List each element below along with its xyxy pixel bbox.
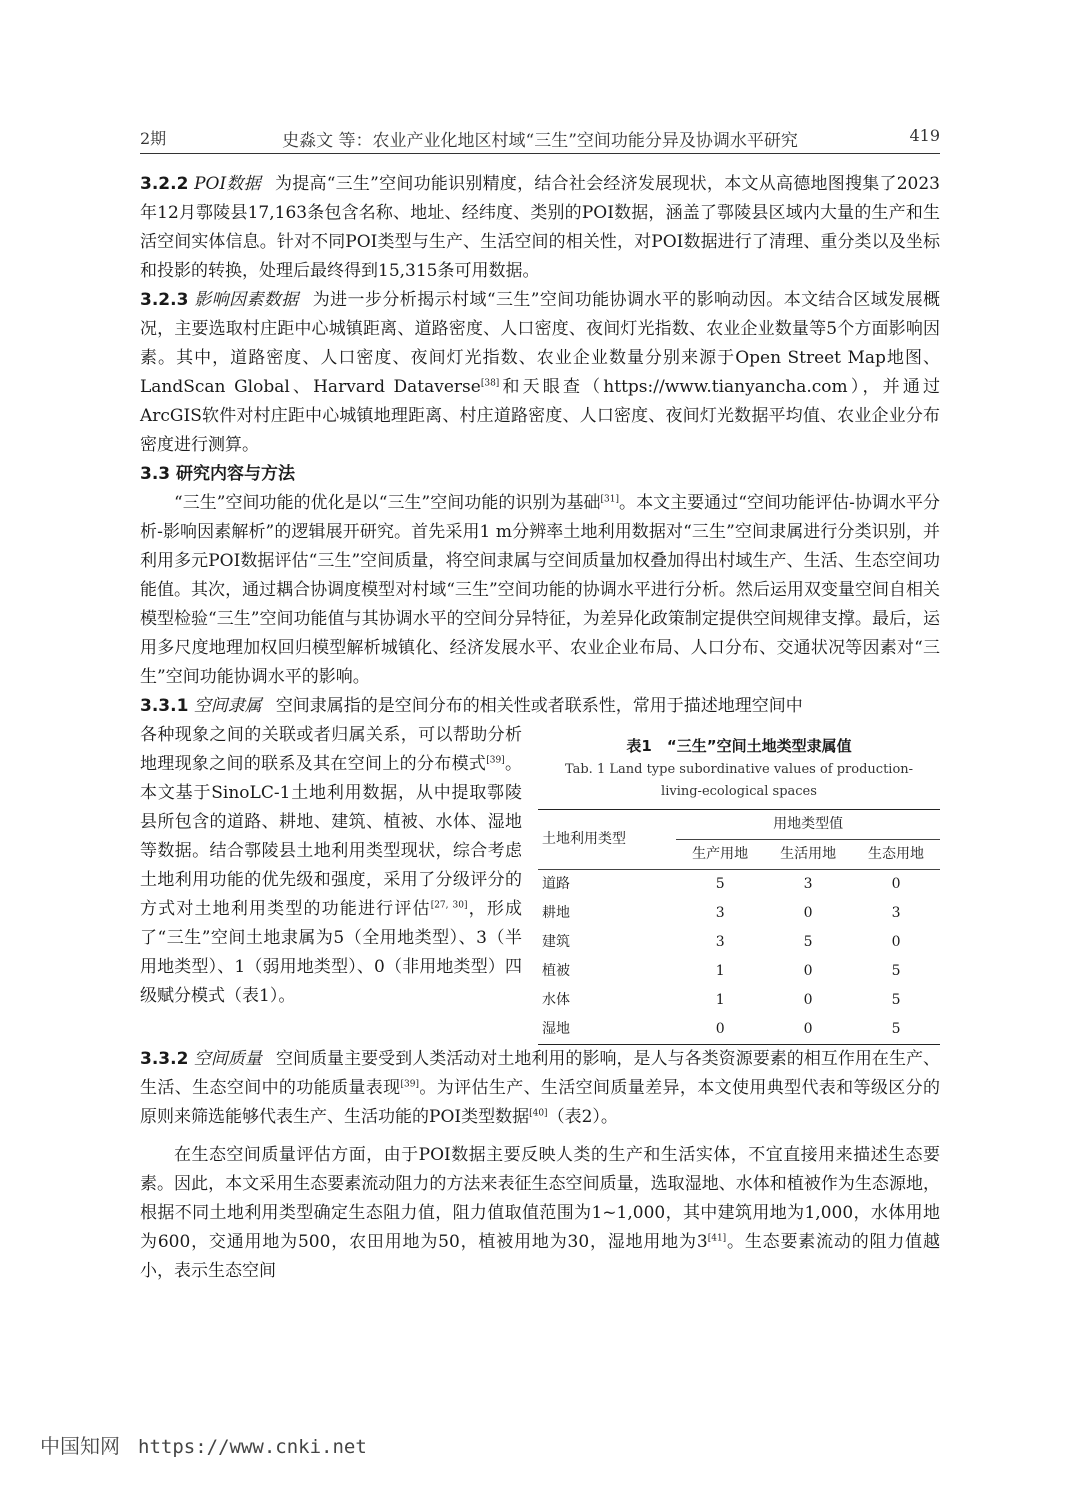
- paragraph-text: ，形成了“三生”空间土地隶属为5（全用地类型）、3（半用地类型）、1（弱用地类型）、0（非用地类型）四级赋分模式（表1）。: [140, 899, 523, 1006]
- section-3-2-3: [140, 286, 940, 460]
- paragraph-text: 空间隶属指的是空间分布的相关性或者联系性，常用于描述地理空间中: [275, 696, 803, 716]
- paragraph-text: 为提高“三生”空间功能识别精度，结合社会经济发展现状，本文从高德地图搜集了2023年12月鄠陵县17,163条包含名称、地址、经纬度、类别的POI数据，涵盖了鄠陵县区域内大量的生产和生活空间实体信息。针对不同POI类型与生产、生活空间的相关性，对POI数据进行了清理、重分类以及坐标和投影的转换，处理后最终得到15,315条可用数据。: [140, 174, 941, 281]
- header-rule: [140, 153, 940, 154]
- running-header: [140, 122, 940, 150]
- citation: [27, 30]: [430, 900, 468, 911]
- table-cell: 0: [803, 992, 813, 1008]
- running-title: 史淼文 等：农业产业化地区村域“三生”空间功能分异及协调水平研究: [282, 131, 798, 151]
- section-3-3-1-with-table: [140, 721, 940, 1045]
- paragraph-text: 空间质量主要受到人类活动对土地利用的影响，是人与各类资源要素的相互作用在生产、生活、生态空间中的功能质量表现: [140, 1049, 941, 1098]
- citation: [40]: [529, 1108, 548, 1119]
- citation: [39]: [486, 755, 505, 766]
- table-cell: 5: [891, 963, 901, 979]
- table-title-cn: 表1 “三生”空间土地类型隶属值: [626, 737, 852, 755]
- paragraph-text: （表2）。: [547, 1107, 618, 1127]
- table-cell: 3: [891, 905, 901, 921]
- paragraph-text: 。本文主要通过“空间功能评估-协调水平分析-影响因素解析”的逻辑展开研究。首先采用1 m分辨率土地利用数据对“三生”空间隶属进行分类识别，并利用多元POI数据评估“三生”空间质量，将空间隶属与空间质量加权叠加得出村域生产、生活、生态空间功能值。其次，通过耦合协调度模型对村域“三生”空间功能的协调水平进行分析。然后运用双变量空间自相关模型检验“三生”空间功能值与其协调水平的空间分异特征，为差异化政策制定提供空间规律支撑。最后，运用多尺度地理加权回归模型解析城镇化、经济发展水平、农业企业布局、人口分布、交通状况等因素对“三生”空间功能协调水平的影响。: [140, 493, 941, 687]
- table-cell: 0: [803, 963, 813, 979]
- table-cell: 0: [891, 934, 901, 950]
- section-heading-3-3: 3.3 研究内容与方法: [140, 464, 296, 484]
- section-3-3-2: [140, 1045, 940, 1132]
- paragraph-text: 。本文基于SinoLC-1土地利用数据，从中提取鄠陵县所包含的道路、耕地、建筑、植被、水体、湿地等数据。结合鄠陵县土地利用类型现状，综合考虑土地利用功能的优先级和强度，采用了分级评分的方式对土地利用类型的功能进行评估: [140, 754, 523, 919]
- table-row: [538, 986, 940, 1015]
- table-row-header: 土地利用类型: [538, 810, 676, 870]
- table-group-header: 用地类型值: [676, 810, 940, 840]
- issue-number: 2期: [140, 129, 167, 148]
- table-cell-name: 水体: [542, 992, 570, 1008]
- table-cell: 5: [803, 934, 813, 950]
- table-row: [538, 1015, 940, 1045]
- table-cell: 5: [852, 1015, 940, 1045]
- table-cell: 3: [715, 934, 725, 950]
- table-cell-name: 道路: [542, 876, 570, 892]
- table-cell: 3: [803, 876, 813, 892]
- cnki-brand: 中国知网: [40, 1434, 120, 1458]
- section-title: 空间质量: [193, 1049, 262, 1069]
- table-column-header: 生产用地: [676, 840, 764, 870]
- table-title-en-line-1: Tab. 1 Land type subordinative values of production-: [564, 762, 914, 777]
- citation: [31]: [600, 494, 620, 505]
- table-cell: 0: [764, 1015, 852, 1045]
- paragraph-text: “三生”空间功能的优化是以“三生”空间功能的识别为基础: [174, 493, 601, 513]
- table-row: [538, 928, 940, 957]
- section-3-3-1-body: [140, 721, 522, 1011]
- table-cell: 0: [803, 905, 813, 921]
- watermark-footer: [40, 1430, 367, 1459]
- paragraph-gap: [140, 1132, 940, 1141]
- table-cell: 1: [715, 963, 725, 979]
- table-cell: 5: [891, 992, 901, 1008]
- paragraph-text: 和天眼查（https://www.tianyancha.com），并通过ArcGIS软件对村庄距中心城镇地理距离、村庄道路密度、人口密度、夜间灯光数据平均值、农业企业分布密度进行测算。: [140, 377, 940, 455]
- paragraph-text: 在生态空间质量评估方面，由于POI数据主要反映人类的生产和生活实体，不宜直接用来描述生态要素。因此，本文采用生态要素流动阻力的方法来表征生态空间质量，选取湿地、水体和植被作为生态源地，根据不同土地利用类型确定生态阻力值，阻力值取值范围为1~1,000，其中建筑用地为1,000，水体用地为600，交通用地为500，农田用地为50，植被用地为30，湿地用地为3: [140, 1145, 940, 1252]
- cnki-url[interactable]: https://www.cnki.net: [138, 1436, 367, 1458]
- section-number: 3.3.1: [140, 696, 189, 716]
- section-3-2-2: [140, 170, 940, 286]
- citation: [41]: [707, 1233, 727, 1244]
- table-cell: 0: [676, 1015, 764, 1045]
- section-title: 影响因素数据: [194, 290, 299, 310]
- table-cell-name: 湿地: [538, 1015, 676, 1045]
- section-3-3-paragraph: [140, 489, 940, 692]
- table-column-header: 生态用地: [852, 840, 940, 870]
- table-cell: 1: [715, 992, 725, 1008]
- paragraph-text: 。为评估生产、生活空间质量差异，本文使用典型代表和等级区分的原则来筛选能够代表生产、生活功能的POI类型数据: [140, 1078, 941, 1127]
- section-3-3-1-lead: [140, 692, 940, 721]
- section-number: 3.3.2: [140, 1049, 189, 1069]
- land-type-table: [538, 809, 940, 1045]
- paragraph-text: 。生态要素流动的阻力值越小，表示生态空间: [140, 1232, 941, 1281]
- ecological-quality-paragraph: [140, 1141, 940, 1286]
- table-1: [538, 735, 940, 1045]
- table-title-en: [538, 759, 940, 803]
- section-title: 空间隶属: [193, 696, 262, 716]
- section-number: 3.2.2: [140, 174, 189, 194]
- table-cell: 5: [715, 876, 725, 892]
- section-number: 3.2.3: [140, 290, 189, 310]
- table-row: [538, 899, 940, 928]
- table-cell: 3: [715, 905, 725, 921]
- table-cell-name: 植被: [542, 963, 570, 979]
- section-title: POI数据: [194, 174, 261, 194]
- citation: [39]: [400, 1079, 419, 1090]
- table-title-en-line-2: living-ecological spaces: [661, 784, 817, 799]
- table-row: [538, 957, 940, 986]
- table-row: [538, 870, 940, 900]
- paragraph-text: 为进一步分析揭示村域“三生”空间功能协调水平的影响动因。本文结合区域发展概况，主要选取村庄距中心城镇距离、道路密度、人口密度、夜间灯光指数、农业企业数量等5个方面影响因素。其中，道路密度、人口密度、夜间灯光指数、农业企业数量分别来源于Open Street Map地图、LandScan Global、Harvard Dataverse: [140, 290, 940, 397]
- table-cell-name: 建筑: [542, 934, 570, 950]
- page-number: 419: [909, 126, 940, 145]
- citation: [38]: [480, 378, 500, 389]
- table-column-header: 生活用地: [764, 840, 852, 870]
- paragraph-text: 各种现象之间的关联或者归属关系，可以帮助分析地理现象之间的联系及其在空间上的分布模式: [140, 725, 522, 774]
- table-cell-name: 耕地: [542, 905, 570, 921]
- article-body: [140, 170, 940, 1286]
- table-cell: 0: [891, 876, 901, 892]
